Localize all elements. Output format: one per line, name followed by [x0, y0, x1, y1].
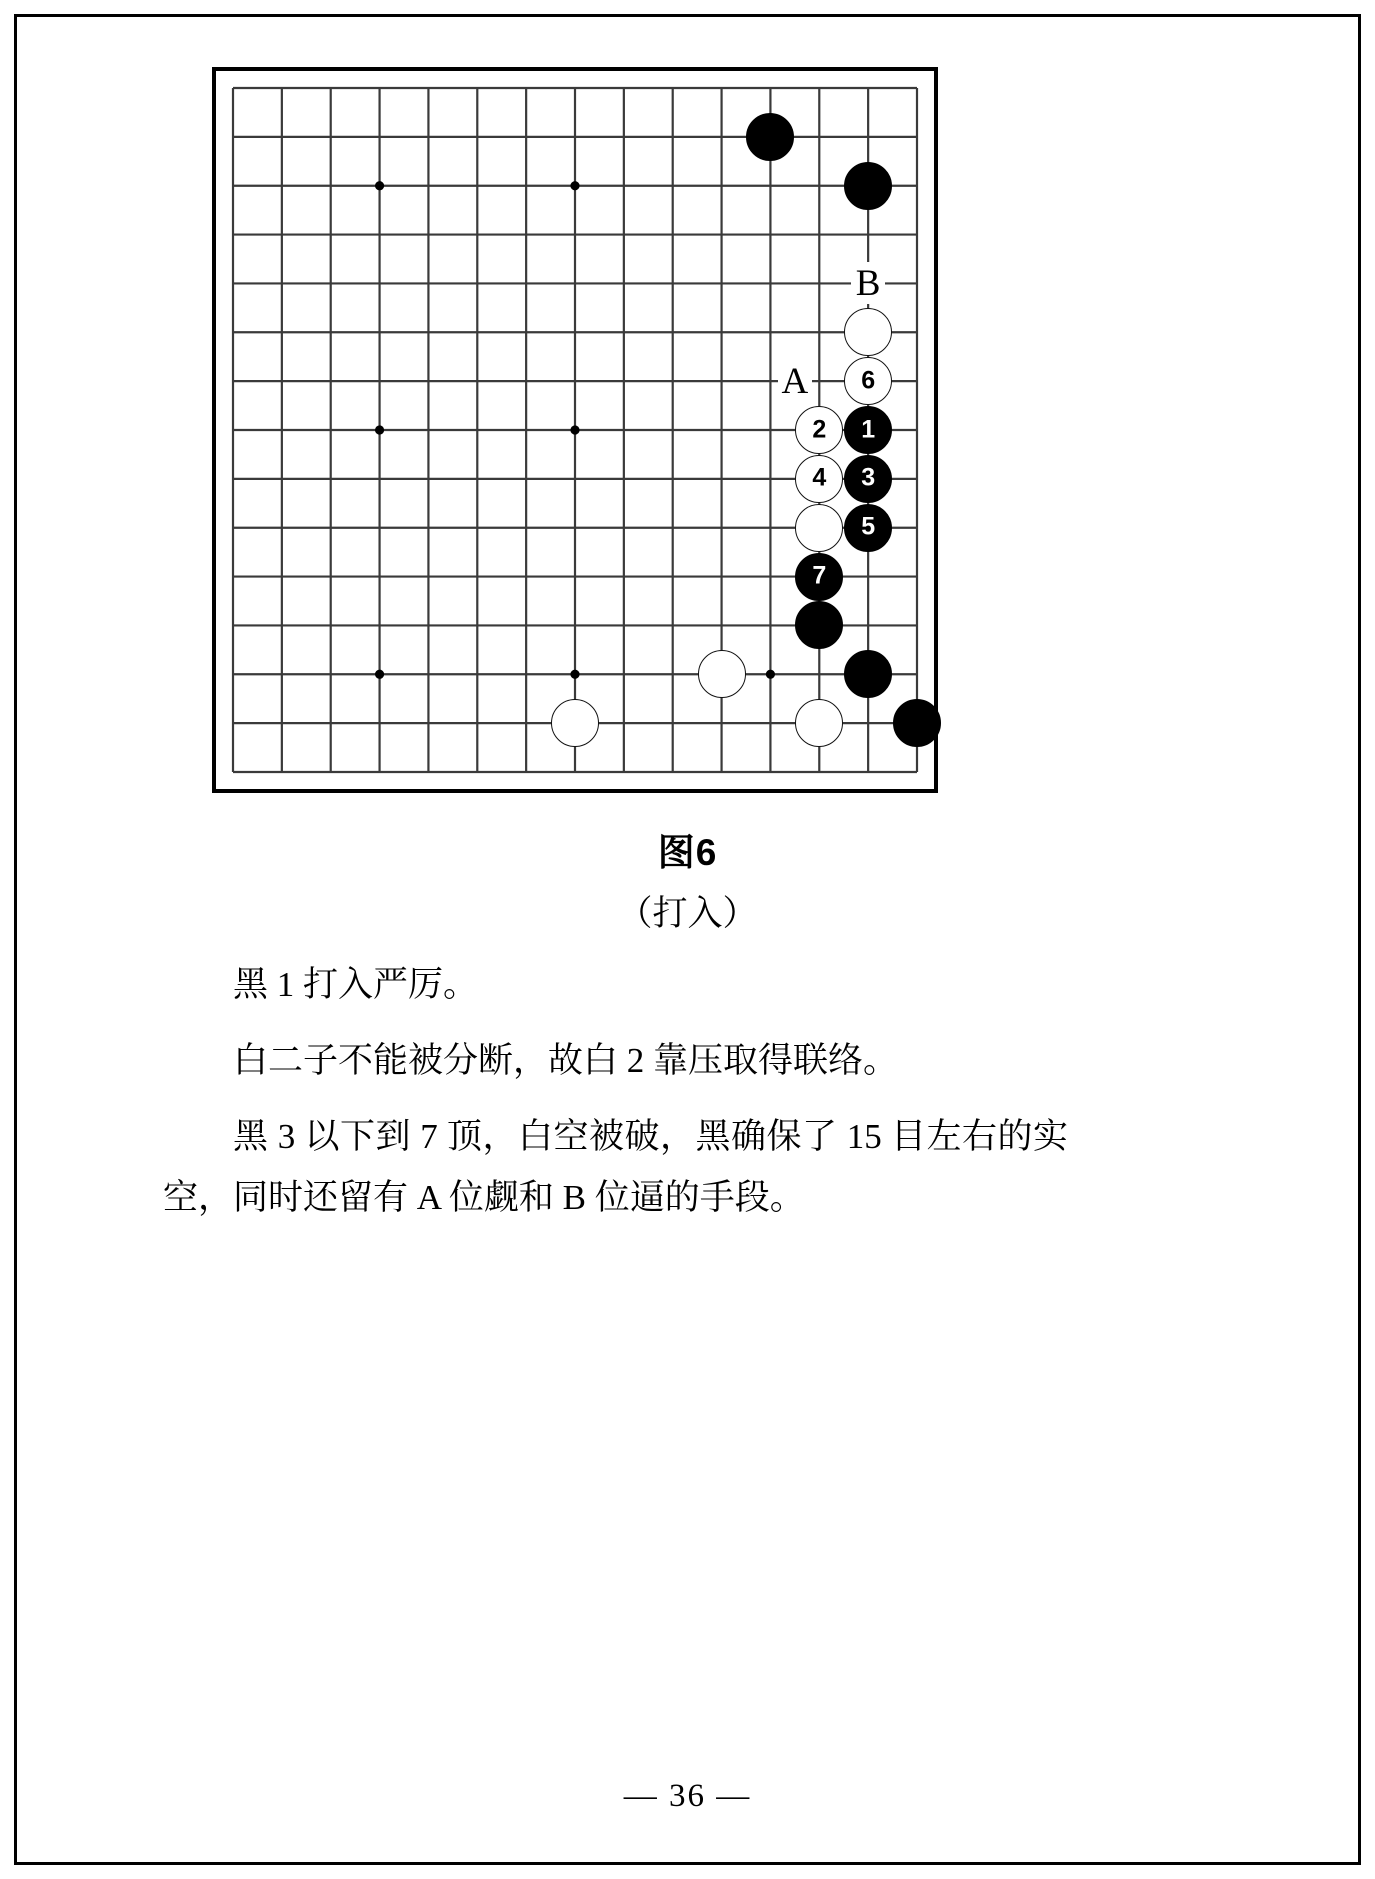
- stone-number: 1: [861, 415, 876, 443]
- stone-number: 6: [861, 366, 876, 395]
- go-board: [212, 67, 938, 793]
- stone-black: [844, 162, 892, 210]
- stone-black: [746, 113, 794, 161]
- stone-move-3: [844, 455, 892, 503]
- page-number: — 36 —: [623, 1778, 752, 1814]
- stone-number: 3: [861, 463, 876, 492]
- stone-number: 5: [861, 512, 876, 541]
- board-point-label-A: A: [778, 360, 812, 402]
- stone-white: [698, 650, 746, 698]
- stone-move-5: [844, 504, 892, 552]
- stone-number: 2: [812, 415, 827, 443]
- stone-black: [893, 699, 941, 747]
- board-point-label-B: B: [851, 262, 885, 304]
- figure-subtitle: （打入）: [617, 894, 758, 933]
- stone-white: [795, 504, 843, 552]
- paragraph-2: 白二子不能被分断，故白 2 靠压取得联络。: [233, 1041, 899, 1081]
- paragraph-3: 黑 3 以下到 7 顶，白空被破，黑确保了 15 目左右的实空，同时还留有 A 位觑和 B 位逼的手段。: [163, 1117, 1068, 1217]
- paragraph-1: 黑 1 打入严厉。: [233, 965, 479, 1004]
- stone-white: [551, 699, 599, 747]
- commentary-text: [163, 955, 1068, 1244]
- stone-number: 7: [812, 561, 827, 590]
- stone-move-4: [795, 455, 843, 503]
- stone-move-1: [844, 406, 892, 454]
- stone-move-6: [844, 357, 892, 405]
- stone-move-2: [795, 406, 843, 454]
- figure-title: 图6: [657, 832, 718, 873]
- stone-number: 4: [812, 463, 827, 492]
- stone-move-7: [795, 553, 843, 601]
